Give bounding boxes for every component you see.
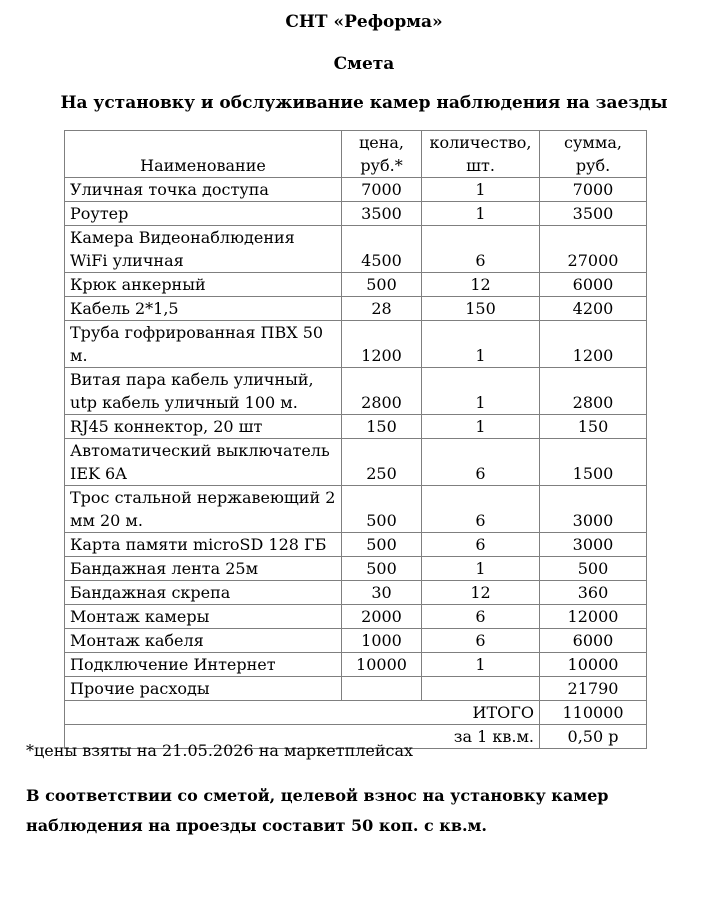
item-sum: 27000: [540, 226, 647, 273]
conclusion-text: В соответствии со сметой, целевой взнос на установку камер наблюдения на проезды составит 50 коп. с кв.м.: [26, 786, 609, 835]
item-price: 500: [342, 533, 422, 557]
table-row: [65, 321, 647, 368]
item-price: 4500: [342, 226, 422, 273]
item-sum: 3000: [540, 486, 647, 533]
per-sqm-label: за 1 кв.м.: [65, 725, 540, 749]
item-name: Уличная точка доступа: [65, 178, 342, 202]
table-row: [65, 486, 647, 533]
item-name: Камера Видеонаблюдения WiFi уличная: [65, 226, 342, 273]
item-price: 7000: [342, 178, 422, 202]
item-sum: 12000: [540, 605, 647, 629]
item-sum: 4200: [540, 297, 647, 321]
item-quantity: 1: [422, 202, 540, 226]
table-row: [65, 297, 647, 321]
item-name: Монтаж камеры: [65, 605, 342, 629]
item-price: 1200: [342, 321, 422, 368]
item-name: Витая пара кабель уличный, utp кабель уличный 100 м.: [65, 368, 342, 415]
item-sum: 500: [540, 557, 647, 581]
item-price: 2800: [342, 368, 422, 415]
item-name: Карта памяти microSD 128 ГБ: [65, 533, 342, 557]
item-price: 500: [342, 557, 422, 581]
item-sum: 3000: [540, 533, 647, 557]
table-row: [65, 581, 647, 605]
item-name: Подключение Интернет: [65, 653, 342, 677]
document-type: Смета: [333, 54, 395, 74]
item-quantity: 1: [422, 557, 540, 581]
table-row: [65, 605, 647, 629]
item-name: Кабель 2*1,5: [65, 297, 342, 321]
item-price: 28: [342, 297, 422, 321]
table-row: [65, 273, 647, 297]
item-price: 250: [342, 439, 422, 486]
item-name: Труба гофрированная ПВХ 50 м.: [65, 321, 342, 368]
item-price: 3500: [342, 202, 422, 226]
item-quantity: 6: [422, 533, 540, 557]
item-quantity: 1: [422, 653, 540, 677]
item-price: 1000: [342, 629, 422, 653]
item-name: Монтаж кабеля: [65, 629, 342, 653]
item-quantity: 12: [422, 581, 540, 605]
column-header-qty: количество, шт.: [422, 131, 540, 178]
item-price: 30: [342, 581, 422, 605]
total-label: ИТОГО: [65, 701, 540, 725]
item-sum: 6000: [540, 273, 647, 297]
estimate-table: [64, 130, 647, 749]
table-row: [65, 533, 647, 557]
item-price: 500: [342, 486, 422, 533]
total-row: [65, 701, 647, 725]
table-row: [65, 629, 647, 653]
item-quantity: 1: [422, 415, 540, 439]
column-header-price: цена, руб.*: [342, 131, 422, 178]
item-sum: 7000: [540, 178, 647, 202]
item-sum: 360: [540, 581, 647, 605]
item-quantity: 12: [422, 273, 540, 297]
item-quantity: 6: [422, 486, 540, 533]
item-name: RJ45 коннектор, 20 шт: [65, 415, 342, 439]
column-header-sum: сумма, руб.: [540, 131, 647, 178]
item-quantity: 150: [422, 297, 540, 321]
item-quantity: 6: [422, 605, 540, 629]
table-row: [65, 415, 647, 439]
table-row: [65, 557, 647, 581]
document-subject: На установку и обслуживание камер наблюдения на заезды: [60, 93, 668, 113]
item-quantity: 1: [422, 321, 540, 368]
item-quantity: 6: [422, 629, 540, 653]
item-quantity: [422, 677, 540, 701]
item-price: 150: [342, 415, 422, 439]
item-sum: 1500: [540, 439, 647, 486]
table-row: [65, 226, 647, 273]
per-sqm-value: 0,50 р: [540, 725, 647, 749]
item-name: Автоматический выключатель IEK 6A: [65, 439, 342, 486]
item-sum: 21790: [540, 677, 647, 701]
item-quantity: 6: [422, 226, 540, 273]
table-row: [65, 677, 647, 701]
item-name: Бандажная скрепа: [65, 581, 342, 605]
table-row: [65, 439, 647, 486]
table-row: [65, 368, 647, 415]
table-row: [65, 653, 647, 677]
item-price: 500: [342, 273, 422, 297]
item-name: Роутер: [65, 202, 342, 226]
item-name: Трос стальной нержавеющий 2 мм 20 м.: [65, 486, 342, 533]
item-quantity: 1: [422, 178, 540, 202]
item-sum: 10000: [540, 653, 647, 677]
item-price: 10000: [342, 653, 422, 677]
item-name: Бандажная лента 25м: [65, 557, 342, 581]
item-name: Прочие расходы: [65, 677, 342, 701]
table-row: [65, 202, 647, 226]
item-sum: 150: [540, 415, 647, 439]
item-price: 2000: [342, 605, 422, 629]
table-row: [65, 178, 647, 202]
column-header-name: Наименование: [65, 131, 342, 178]
item-name: Крюк анкерный: [65, 273, 342, 297]
item-quantity: 6: [422, 439, 540, 486]
item-price: [342, 677, 422, 701]
item-sum: 1200: [540, 321, 647, 368]
item-quantity: 1: [422, 368, 540, 415]
item-sum: 6000: [540, 629, 647, 653]
org-title: СНТ «Реформа»: [285, 12, 443, 32]
total-value: 110000: [540, 701, 647, 725]
table-header-row: [65, 131, 647, 178]
item-sum: 3500: [540, 202, 647, 226]
item-sum: 2800: [540, 368, 647, 415]
footnote: *цены взяты на 21.05.2026 на маркетплейсах: [26, 741, 414, 760]
